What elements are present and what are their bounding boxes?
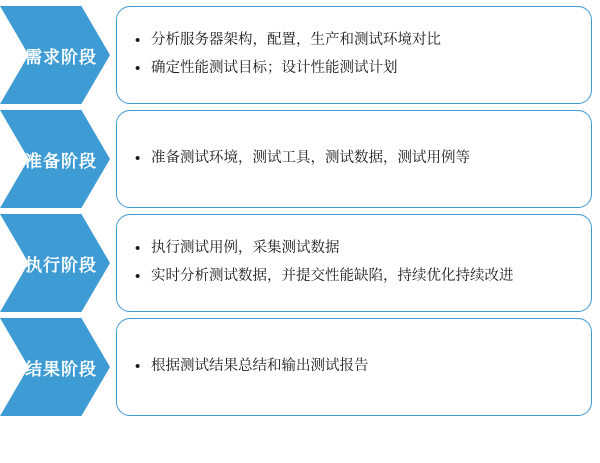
list-item: • 确定性能测试目标；设计性能测试计划 bbox=[135, 55, 575, 83]
process-stage-row bbox=[0, 214, 600, 312]
stage-label: 准备阶段 bbox=[25, 151, 97, 171]
stage-chevron-execution bbox=[0, 214, 110, 312]
process-stage-row bbox=[0, 6, 600, 104]
stage-chevron-preparation bbox=[0, 110, 110, 208]
bullet-list bbox=[135, 145, 575, 173]
stage-content-box bbox=[116, 110, 592, 208]
stage-chevron-requirements bbox=[0, 6, 110, 104]
list-item: • 分析服务器架构，配置，生产和测试环境对比 bbox=[135, 27, 575, 55]
list-item: • 根据测试结果总结和输出测试报告 bbox=[135, 353, 575, 381]
stage-label: 执行阶段 bbox=[25, 255, 97, 275]
stage-content-box bbox=[116, 214, 592, 312]
list-item: • 执行测试用例，采集测试数据 bbox=[135, 235, 575, 263]
stage-content-box bbox=[116, 318, 592, 416]
list-item: • 准备测试环境，测试工具，测试数据，测试用例等 bbox=[135, 145, 575, 173]
stage-label: 结果阶段 bbox=[25, 359, 97, 379]
bullet-list bbox=[135, 27, 575, 82]
stage-chevron-result bbox=[0, 318, 110, 416]
process-stage-row bbox=[0, 110, 600, 208]
bullet-list bbox=[135, 353, 575, 381]
bullet-list bbox=[135, 235, 575, 290]
stage-content-box bbox=[116, 6, 592, 104]
process-stage-row bbox=[0, 318, 600, 416]
list-item: • 实时分析测试数据，并提交性能缺陷，持续优化持续改进 bbox=[135, 263, 575, 291]
stage-label: 需求阶段 bbox=[25, 47, 97, 67]
